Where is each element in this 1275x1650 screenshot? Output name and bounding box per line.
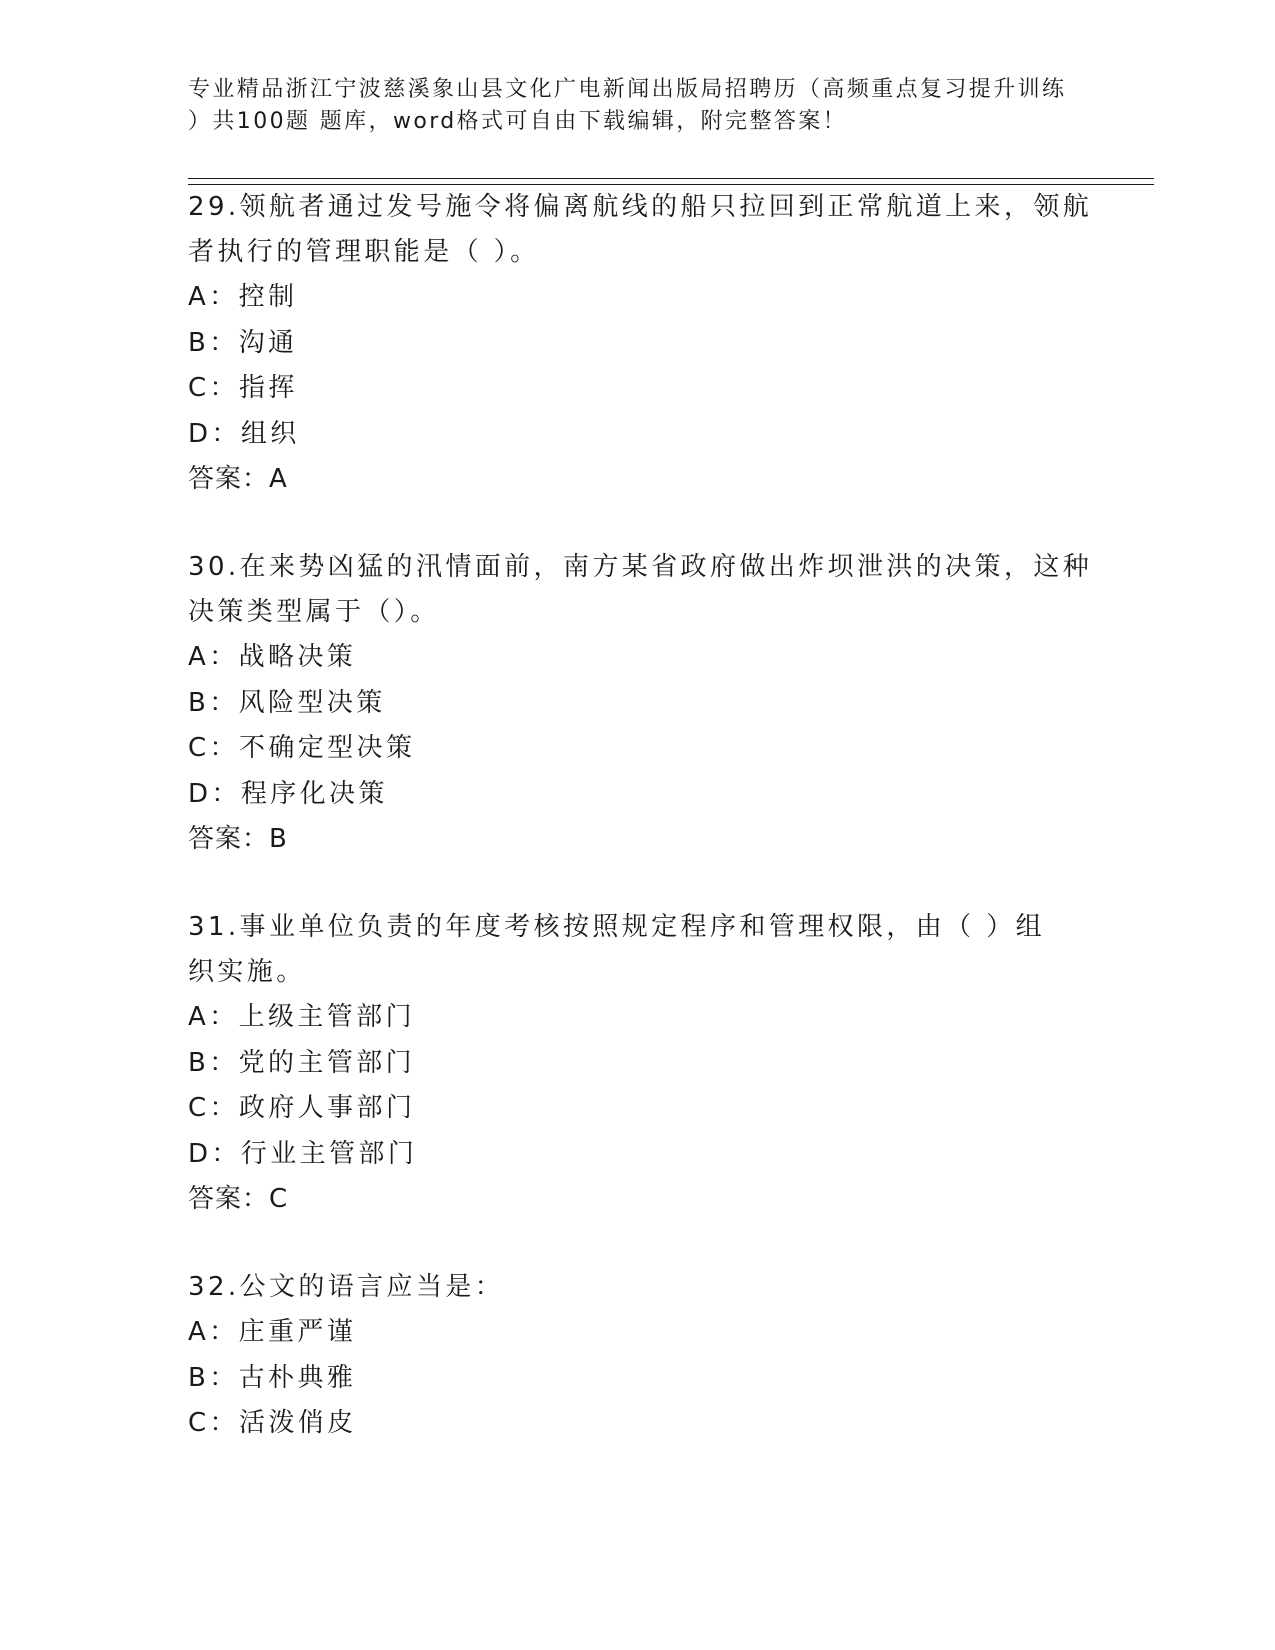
answer-line: 答案：B	[188, 824, 288, 854]
document-header	[188, 74, 1088, 138]
option-a: A：上级主管部门	[188, 1002, 415, 1032]
header-divider-top	[188, 178, 1154, 179]
option-c: C：活泼俏皮	[188, 1408, 357, 1438]
question-stem-line: 决策类型属于（）。	[188, 597, 440, 627]
answer-line: 答案：C	[188, 1184, 289, 1214]
question-stem-line: 织实施。	[188, 957, 306, 987]
option-a: A：控制	[188, 282, 298, 312]
option-a: A：战略决策	[188, 642, 357, 672]
question-stem-line: 30.在来势凶猛的汛情面前，南方某省政府做出炸坝泄洪的决策，这种	[188, 552, 1093, 582]
header-title-line-2: ）共100题 题库，word格式可自由下载编辑，附完整答案！	[188, 109, 848, 134]
question-29	[188, 185, 1093, 502]
answer-line: 答案：A	[188, 464, 288, 494]
option-c: C：政府人事部门	[188, 1093, 416, 1123]
question-32	[188, 1265, 1088, 1447]
option-b: B：沟通	[188, 327, 298, 358]
option-b: B：风险型决策	[188, 687, 386, 718]
question-30	[188, 545, 1093, 862]
option-b: B：党的主管部门	[188, 1047, 416, 1078]
question-stem-line: 者执行的管理职能是（ ）。	[188, 237, 540, 267]
option-d: D：程序化决策	[188, 778, 388, 809]
option-a: A：庄重严谨	[188, 1317, 357, 1347]
question-stem-line: 31.事业单位负责的年度考核按照规定程序和管理权限，由（ ）组	[188, 912, 1046, 942]
option-c: C：不确定型决策	[188, 733, 416, 763]
option-b: B：古朴典雅	[188, 1362, 357, 1393]
question-stem-line: 29.领航者通过发号施令将偏离航线的船只拉回到正常航道上来，领航	[188, 192, 1093, 222]
option-c: C：指挥	[188, 373, 298, 403]
option-d: D：行业主管部门	[188, 1138, 418, 1169]
option-d: D：组织	[188, 418, 300, 449]
question-31	[188, 905, 1088, 1222]
question-stem-line: 32.公文的语言应当是：	[188, 1272, 505, 1302]
header-title-line-1: 专业精品浙江宁波慈溪象山县文化广电新闻出版局招聘历（高频重点复习提升训练	[188, 77, 1067, 102]
